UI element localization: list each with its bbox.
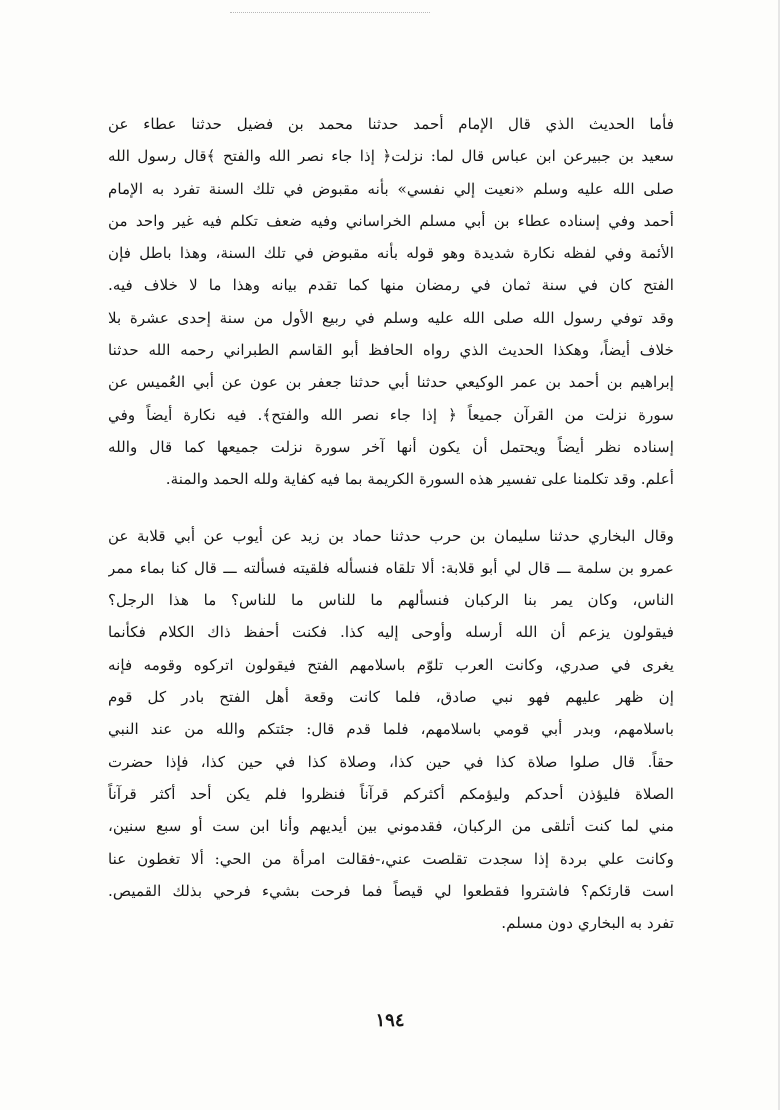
text-line: سورة نزلت من القرآن جميعاً ﴿ إذا جاء نصر الله والفتح﴾. فيه نكارة أيضاً وفي (108, 405, 674, 424)
paragraph-1 (108, 108, 674, 496)
page-body (108, 108, 674, 939)
text-line: إسناده نظر أيضاً ويحتمل أن يكون أنها آخر سورة نزلت جميعها كما قال والله (108, 437, 674, 456)
text-line: إبراهيم بن أحمد بن عمر الوكيعي حدثنا أبي حدثنا جعفر بن عون عن أبي العُميس عن (108, 373, 674, 392)
text-line: الأئمة وفي لفظه نكارة شديدة وهو قوله بأنه مقبوض في تلك السنة، وهذا باطل فإن (108, 244, 674, 263)
text-line: تفرد به البخاري دون مسلم. (501, 914, 674, 933)
text-line: الناس، وكان يمر بنا الركبان فنسألهم ما للناس ما للناس؟ ما هذا الرجل؟ (108, 591, 674, 610)
text-line: وكانت علي بردة إذا سجدت تقلصت عني،-فقالت امرأة من الحي: ألا تغطون عنا (108, 849, 674, 868)
text-line: الفتح كان في سنة ثمان في رمضان منها كما تقدم بيانه وهذا ما لا خلاف فيه. (108, 276, 674, 295)
text-line: يغرى في صدري، وكانت العرب تلوّم باسلامهم الفتح فيقولون اتركوه وقومه فإنه (108, 655, 674, 674)
scan-top-rule (230, 12, 430, 13)
text-line: است قارئكم؟ فاشتروا فقطعوا لي قيصاً فما فرحت بشيء فرحي بذلك القميص. (108, 881, 674, 900)
text-line: وقال البخاري حدثنا سليمان بن حرب حدثنا حماد بن زيد عن أيوب عن أبي قلابة عن (108, 526, 674, 545)
text-line: وقد توفي رسول الله صلى الله عليه وسلم في ربيع الأول من سنة إحدى عشرة بلا (108, 308, 674, 327)
text-line: أحمد وفي إسناده عطاء بن أبي مسلم الخراساني وفيه ضعف تكلم فيه غير واحد من (108, 211, 674, 230)
text-line: فيقولون يزعم أن الله أرسله وأوحى إليه كذا. فكنت أحفظ ذاك الكلام فكأنما (108, 623, 674, 642)
text-line: فأما الحديث الذي قال الإمام أحمد حدثنا محمد بن فضيل حدثنا عطاء عن (108, 115, 674, 133)
paragraph-2 (108, 520, 674, 940)
text-line: باسلامهم، وبدر أبي قومي باسلامهم، فلما قدم قال: جئتكم والله من عند النبي (108, 720, 674, 739)
text-line: مني لما كنت أتلقى من الركبان، فقدموني بين أيديهم وأنا ابن ست أو سبع سنين، (108, 817, 674, 836)
text-line: سعيد بن جبيرعن ابن عباس قال لما: نزلت﴿ إذا جاء نصر الله والفتح ﴾قال رسول الله (108, 147, 674, 166)
text-line: حقاً. قال صلوا صلاة كذا في حين كذا، وصلاة كذا في حين كذا، فإذا حضرت (108, 752, 674, 771)
text-line: صلى الله عليه وسلم «نعيت إلي نفسي» بأنه مقبوض في تلك السنة تفرد به الإمام (108, 179, 674, 198)
page-number: ١٩٤ (375, 1010, 405, 1031)
text-line: عمرو بن سلمة ـــ قال لي أبو قلابة: ألا تلقاه فنسأله فلقيته فسألته ـــ قال كنا بماء ممر (108, 558, 674, 577)
text-line: خلاف أيضاً، وهكذا الحديث الذي رواه الحافظ أبو القاسم الطبراني رحمه الله حدثنا (108, 341, 674, 360)
text-line: أعلم. وقد تكلمنا على تفسير هذه السورة الكريمة بما فيه كفاية ولله الحمد والمنة. (165, 470, 674, 489)
text-line: إن ظهر عليهم فهو نبي صادق، فلما كانت وقعة أهل الفتح بادر كل قوم (108, 688, 674, 707)
text-line: الصلاة فليؤذن أحدكم وليؤمكم أكثركم قرآناً فنظروا فلم يكن أحد أكثر قرآناً (108, 784, 674, 803)
paragraph-gap (108, 496, 674, 520)
